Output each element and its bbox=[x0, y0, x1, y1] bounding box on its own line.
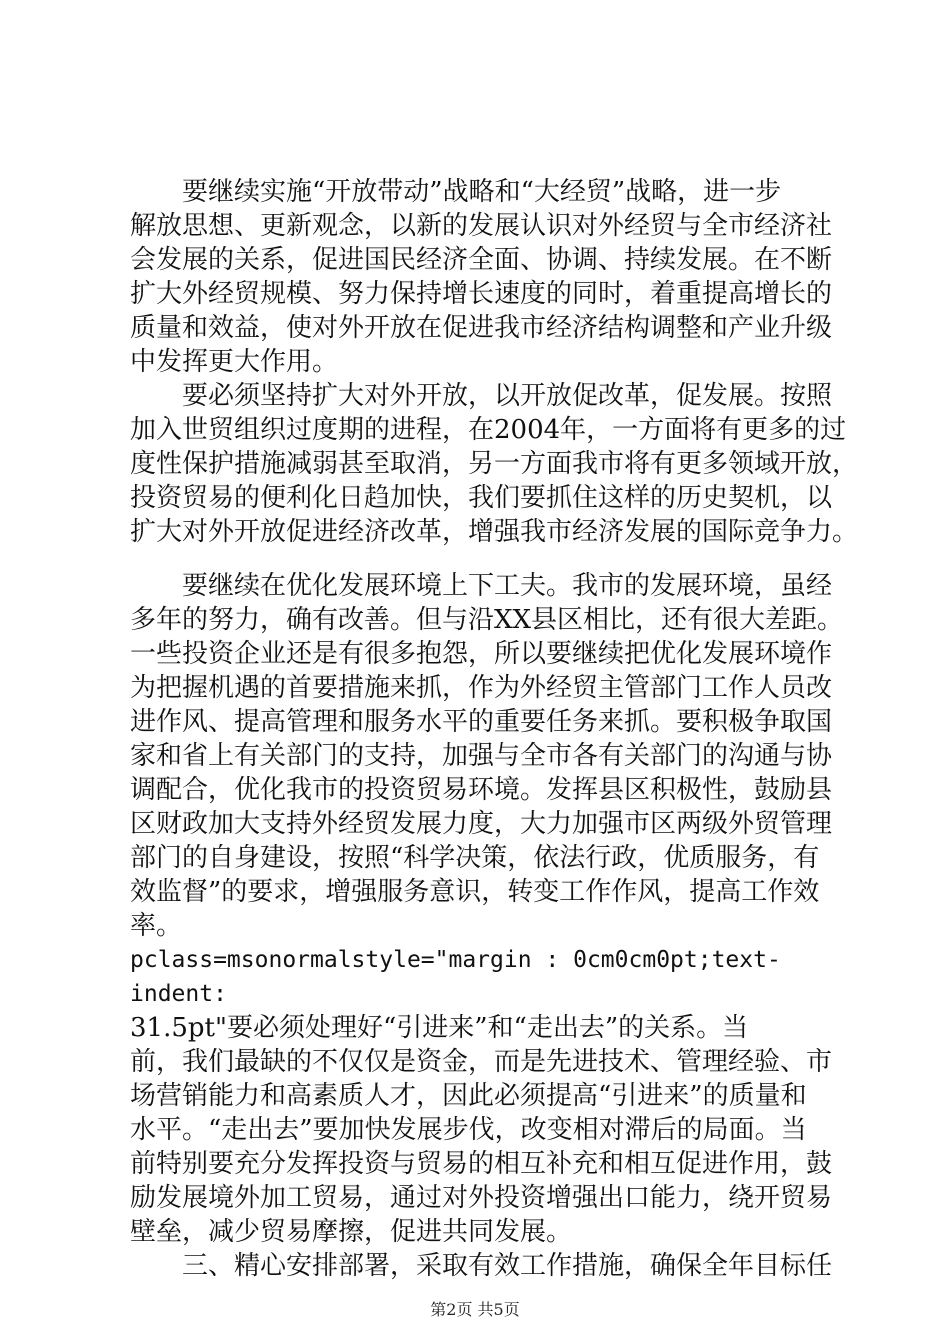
text-line: 加入世贸组织过度期的进程，在2004年，一方面将有更多的过 bbox=[130, 415, 847, 445]
text-line: 家和省上有关部门的支持，加强与全市各有关部门的沟通与协 bbox=[130, 741, 833, 771]
text-line: 会发展的关系，促进国民经济全面、协调、持续发展。在不断 bbox=[130, 245, 833, 275]
text-line: 扩大对外开放促进经济改革，增强我市经济发展的国际竞争力。 bbox=[130, 517, 859, 547]
text-line: 解放思想、更新观念，以新的发展认识对外经贸与全市经济社 bbox=[130, 211, 833, 241]
text-line: 31.5pt"要必须处理好“引进来”和“走出去”的关系。当 bbox=[130, 1013, 749, 1043]
text-line: 进作风、提高管理和服务水平的重要任务来抓。要积极争取国 bbox=[130, 707, 833, 737]
text-line: 场营销能力和高素质人才，因此必须提高“引进来”的质量和 bbox=[130, 1081, 807, 1111]
text-line: 三、精心安排部署，采取有效工作措施，确保全年目标任 bbox=[130, 1251, 833, 1281]
text-line: 前，我们最缺的不仅仅是资金，而是先进技术、管理经验、市 bbox=[130, 1047, 833, 1077]
text-line: 质量和效益，使对外开放在促进我市经济结构调整和产业升级 bbox=[130, 313, 833, 343]
text-line: 调配合，优化我市的投资贸易环境。发挥县区积极性，鼓励县 bbox=[130, 775, 833, 805]
text-line: 多年的努力，确有改善。但与沿XX县区相比，还有很大差距。 bbox=[130, 605, 844, 635]
text-line: 水平。“走出去”要加快发展步伐，改变相对滞后的局面。当 bbox=[130, 1115, 807, 1145]
text-line: 前特别要充分发挥投资与贸易的相互补充和相互促进作用，鼓 bbox=[130, 1149, 833, 1179]
text-line: 效监督”的要求，增强服务意识，转变工作作风，提高工作效 bbox=[130, 877, 820, 907]
text-line: 一些投资企业还是有很多抱怨，所以要继续把优化发展环境作 bbox=[130, 639, 833, 669]
text-line: 投资贸易的便利化日趋加快，我们要抓住这样的历史契机，以 bbox=[130, 483, 833, 513]
text-line: 壁垒，减少贸易摩擦，促进共同发展。 bbox=[130, 1217, 573, 1247]
text-line: 要继续在优化发展环境上下工夫。我市的发展环境，虽经 bbox=[130, 571, 833, 601]
text-line: 要必须坚持扩大对外开放，以开放促改革，促发展。按照 bbox=[130, 381, 833, 411]
text-line: indent: bbox=[130, 981, 227, 1007]
text-line: 要继续实施“开放带动”战略和“大经贸”战略，进一步 bbox=[130, 177, 782, 207]
text-line: 部门的自身建设，按照“科学决策，依法行政，优质服务，有 bbox=[130, 843, 820, 873]
text-line: 励发展境外加工贸易，通过对外投资增强出口能力，绕开贸易 bbox=[130, 1183, 833, 1213]
text-line: 中发挥更大作用。 bbox=[130, 347, 339, 377]
page-number-footer: 第2页 共5页 bbox=[430, 1300, 520, 1319]
text-line: pclass=msonormalstyle="margin : 0cm0cm0pt;text- bbox=[130, 947, 781, 973]
text-line: 率。 bbox=[130, 911, 183, 941]
text-line: 为把握机遇的首要措施来抓，作为外经贸主管部门工作人员改 bbox=[130, 673, 833, 703]
text-line: 扩大外经贸规模、努力保持增长速度的同时，着重提高增长的 bbox=[130, 279, 833, 309]
text-line: 度性保护措施减弱甚至取消，另一方面我市将有更多领域开放， bbox=[130, 449, 859, 479]
text-line: 区财政加大支持外经贸发展力度，大力加强市区两级外贸管理 bbox=[130, 809, 833, 839]
